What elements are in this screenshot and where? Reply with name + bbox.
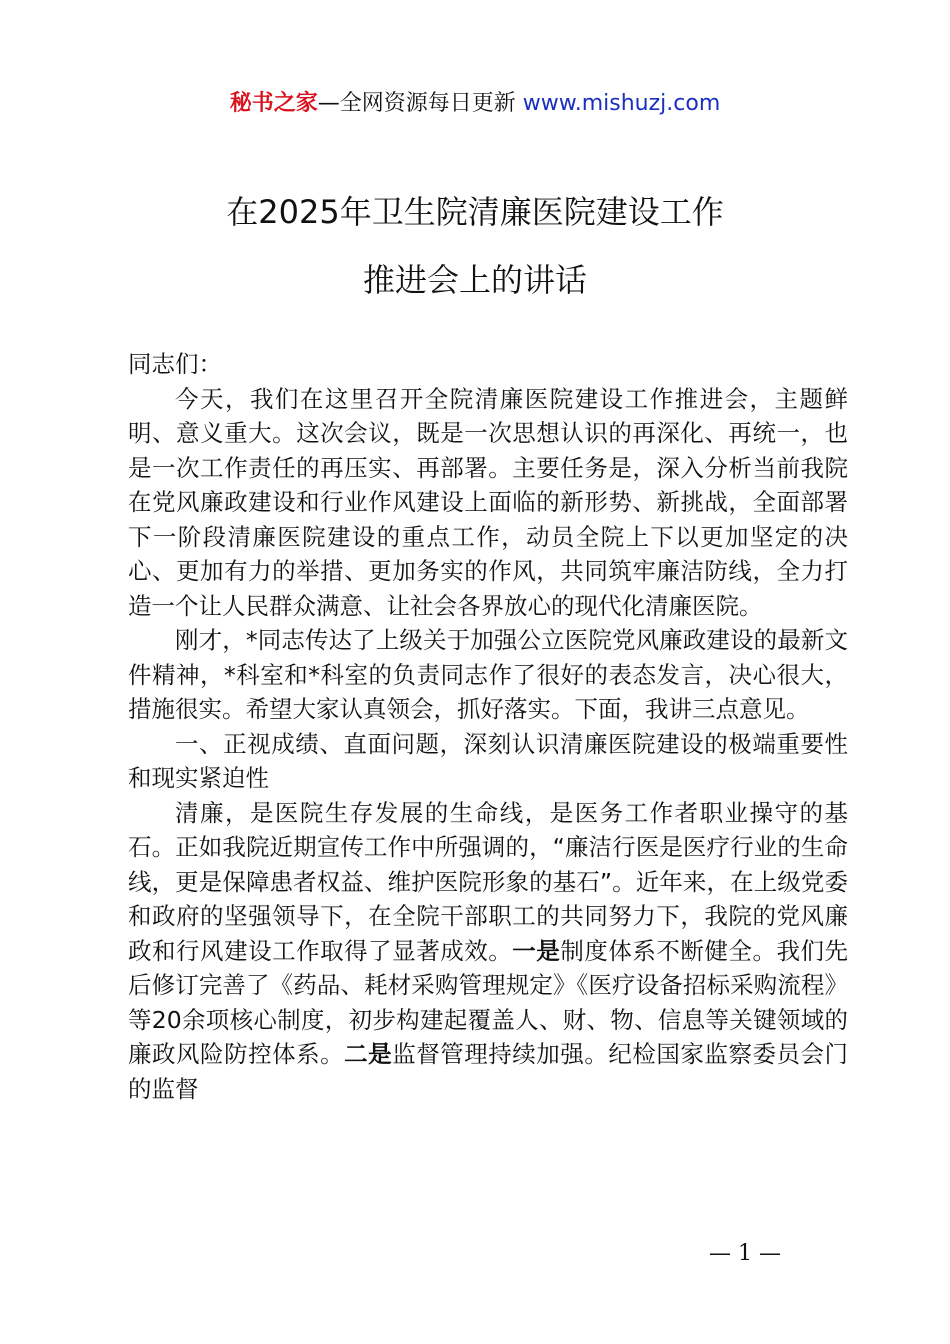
page-number: — 1 —: [709, 1241, 781, 1266]
paragraph-3-lead-2: 二是: [344, 1040, 393, 1068]
section-heading-1: 一、正视成绩、直面问题，深刻认识清廉医院建设的极端重要性和现实紧迫性: [128, 729, 848, 792]
site-brand: 秘书之家: [229, 91, 318, 116]
document-title-line1: 在2025年卫生院清廉医院建设工作: [226, 193, 724, 231]
paragraph-3-lead-1: 一是: [512, 936, 561, 965]
document-title-line2: 推进会上的讲话: [362, 261, 587, 299]
site-slogan: —全网资源每日更新: [317, 91, 523, 116]
paragraph-3: [128, 796, 848, 1107]
salutation: 同志们：: [128, 350, 222, 378]
paragraph-3-text: 清廉，是医院生存发展的生命线，是医务工作者职业操守的基石。正如我院近期宣传工作中所强调的，“廉洁行医是医疗行业的生命线，更是保障患者权益、维护医院形象的基石”。近年来，在上级党委和政府的坚强领导下，在全院干部职工的共同努力下，我院的党风廉政和行风建设工作取得了显著成效。: [128, 798, 848, 965]
site-url-link[interactable]: www.mishuzj.com: [522, 91, 721, 116]
document-body: [128, 347, 848, 1106]
paragraph-2: 刚才，*同志传达了上级关于加强公立医院党风廉政建设的最新文件精神，*科室和*科室的负责同志作了很好的表态发言，决心很大，措施很实。希望大家认真领会，抓好落实。下面，我讲三点意见。: [128, 626, 848, 723]
paragraph-1: 今天，我们在这里召开全院清廉医院建设工作推进会，主题鲜明、意义重大。这次会议，既是一次思想认识的再深化、再统一，也是一次工作责任的再压实、再部署。主要任务是，深入分析当前我院在党风廉政建设和行业作风建设上面临的新形势、新挑战，全面部署下一阶段清廉医院建设的重点工作，动员全院上下以更加坚定的决心、更加有力的举措、更加务实的作风，共同筑牢廉洁防线，全力打造一个让人民群众满意、让社会各界放心的现代化清廉医院。: [128, 384, 848, 620]
paragraph-3-text-2: 监督管理持续加强。纪检国家监察委员会门的监督: [128, 1040, 849, 1103]
paragraph-3-text-1: 制度体系不断健全。我们先后修订完善了《药品、耗材采购管理规定》《医疗设备招标采购流程》等20余项核心制度，初步构建起覆盖人、财、物、信息等关键领域的廉政风险防控体系。: [128, 936, 849, 1068]
site-header: [0, 86, 950, 122]
